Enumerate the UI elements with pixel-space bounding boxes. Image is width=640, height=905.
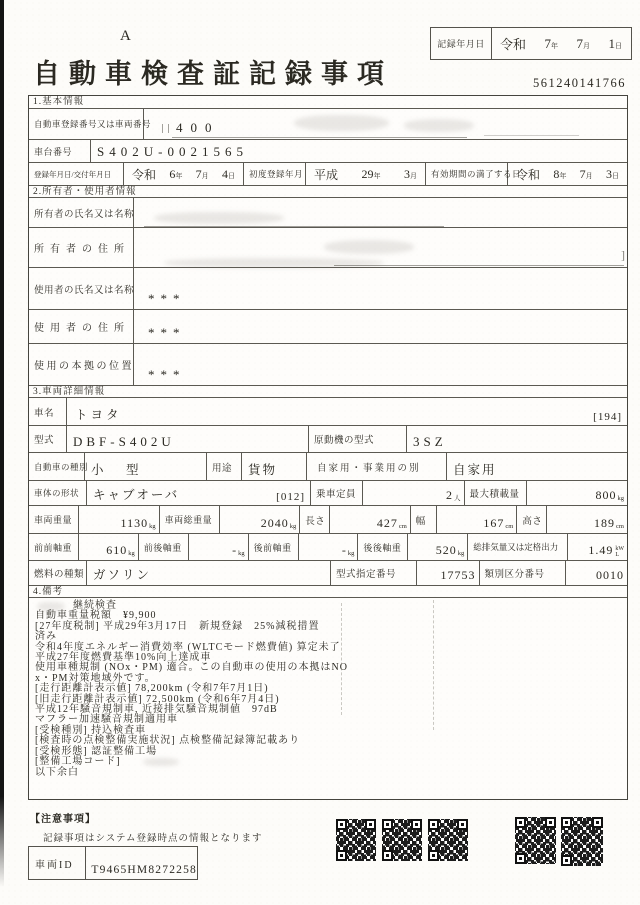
fuel-type-label: 燃料の種類 — [29, 561, 87, 585]
user-address-row — [29, 310, 627, 344]
notice-text: 記録事項はシステム登録時点の情報となります — [43, 834, 263, 844]
base-location-value: *** — [148, 367, 186, 382]
scan-artifact — [334, 265, 624, 266]
use-value: 貨物 — [242, 453, 307, 480]
fuel-row — [29, 561, 627, 586]
chassis-number-label: 車台番号 — [29, 140, 91, 162]
first-registration-value: 平成 29年 3月 — [306, 163, 426, 185]
user-address-value: *** — [148, 325, 186, 340]
record-date-value — [492, 28, 631, 59]
gross-weight-value: 2040 kg — [220, 506, 301, 533]
type-certification-label: 型式指定番号 — [331, 561, 417, 585]
car-name-row — [29, 398, 627, 426]
registration-number-label: 自動車登録番号又は車両番号 — [29, 109, 144, 139]
registration-number-value: 400 — [176, 120, 220, 135]
max-load-label: 最大積載量 — [465, 481, 527, 505]
height-label: 高さ — [517, 506, 547, 533]
private-business-value: 自家用 — [453, 463, 497, 477]
registration-date-value: 令和 6年 7月 4日 — [124, 163, 244, 185]
private-business-label: 自家用・事業用の別 — [307, 453, 447, 480]
axle-rear-front-label: 後前軸重 — [249, 534, 299, 560]
user-name-value: *** — [148, 291, 186, 306]
chassis-number-value: S402U-0021565 — [97, 144, 248, 159]
scan-artifact — [433, 600, 434, 730]
expiry-date-value: 令和 8年 7月 3日 — [516, 166, 619, 182]
vehicle-weight-label: 車両重量 — [29, 506, 79, 533]
record-date-box — [430, 27, 632, 60]
remark-line: 自動車重量税額 ¥9,900 — [35, 610, 157, 622]
body-shape-row — [29, 481, 627, 506]
scan-edge-artifact — [0, 0, 4, 905]
axle-front-front-label: 前前軸重 — [29, 534, 79, 560]
remark-line: マフラー加速騒音規制適用車 — [35, 714, 178, 726]
expiry-era: 令和 — [516, 167, 541, 182]
displacement-label: 総排気量又は定格出力 — [468, 534, 568, 560]
qr-code — [426, 817, 470, 863]
class-code-value: 0010 — [596, 568, 624, 582]
remark-line: [整備工場コード] — [35, 757, 627, 767]
use-label: 用途 — [207, 453, 242, 480]
displacement-units: kW L — [615, 546, 624, 558]
car-name-code: [194] — [593, 411, 622, 423]
base-location-label: 使用の本拠の位置 — [29, 344, 134, 385]
scan-artifact — [172, 137, 467, 138]
remark-line: 済み — [35, 631, 57, 643]
scan-artifact — [162, 124, 163, 133]
width-value: 167 cm — [437, 506, 518, 533]
category-label: 自動車の種別 — [29, 453, 85, 480]
owner-name-label: 所有者の氏名又は名称 — [29, 198, 134, 227]
remark-line: [旧走行距離計表示値] 72,500km (令和6年7月4日) — [35, 693, 280, 705]
remark-line: 以下余白 — [35, 766, 79, 778]
user-address-label: 使用者の住所 — [29, 310, 134, 343]
main-table — [28, 95, 628, 800]
class-code-label: 類別区分番号 — [480, 561, 566, 585]
owner-address-label: 所有者の住所 — [29, 228, 134, 267]
remark-line: x・PM対策地域外です。 — [35, 672, 156, 684]
notice-heading: 【注意事項】 — [30, 814, 96, 825]
redaction-smudge — [37, 602, 65, 611]
scan-artifact — [144, 226, 444, 227]
record-date-label: 記録年月日 — [431, 28, 492, 59]
base-location-row — [29, 344, 627, 386]
qr-code — [380, 817, 424, 863]
record-date-month: 7 — [576, 35, 583, 51]
max-load-value: 800 kg — [595, 488, 624, 502]
scan-artifact — [341, 603, 342, 715]
vehicle-weight-value: 1130 kg — [79, 506, 160, 533]
remark-line: 平成12年騒音規制車, 近接排気騒音規制値 97dB — [35, 704, 278, 716]
gross-weight-label: 車両総重量 — [160, 506, 220, 533]
qr-code — [334, 817, 378, 863]
engine-model-value: 3SZ — [413, 434, 447, 449]
month-unit: 月 — [582, 41, 590, 50]
day-unit: 日 — [614, 41, 622, 50]
redaction-smudge — [154, 212, 284, 224]
remark-line: 令和4年度エネルギー消費効率 (WLTCモード燃費値) 算定未了 — [35, 641, 341, 653]
redaction-smudge — [294, 115, 389, 131]
redaction-smudge — [143, 758, 179, 766]
remark-line: [検査時の点検整備実施状況] 点検整備記録簿記載あり — [35, 735, 301, 747]
record-date-day: 1 — [608, 35, 615, 51]
capacity-label: 乗車定員 — [311, 481, 363, 505]
dates-row — [29, 163, 627, 186]
type-certification-value: 17753 — [417, 561, 480, 585]
person-unit: 人 — [454, 495, 461, 502]
qr-code — [559, 815, 605, 868]
scan-artifact — [484, 135, 579, 136]
body-shape-value: キャブオーバ — [93, 488, 180, 502]
axle-weight-row — [29, 534, 627, 561]
record-date-year: 7 — [544, 35, 551, 51]
car-name-value: トヨタ — [75, 408, 122, 422]
remark-line: [走行距離計表示値] 78,200km (令和7年7月1日) — [35, 683, 269, 695]
height-value: 189 cm — [594, 516, 624, 530]
length-value: 427 cm — [330, 506, 411, 533]
expiry-date-label: 有効期間の満了する日 — [426, 163, 508, 185]
redaction-smudge — [324, 240, 414, 254]
vehicle-id-label: 車両ID — [29, 847, 86, 879]
user-name-label: 使用者の氏名又は名称 — [29, 268, 134, 309]
axle-rear-rear-label: 後後軸重 — [358, 534, 408, 560]
length-label: 長さ — [300, 506, 330, 533]
remark-line: 継続検査 — [35, 601, 627, 611]
body-shape-label: 車体の形状 — [29, 481, 87, 505]
year-unit: 年 — [551, 41, 558, 50]
redaction-smudge — [164, 258, 384, 268]
record-date-era: 令和 — [500, 37, 527, 52]
section-remarks-heading: 4.備考 — [29, 586, 627, 598]
category-row — [29, 453, 627, 481]
vehicle-id-value: T9465HM8272258 — [91, 864, 197, 876]
axle-rear-front-value: - kg — [299, 534, 359, 560]
axle-front-rear-value: - kg — [189, 534, 249, 560]
remarks-body — [29, 598, 627, 788]
axle-front-front-value: 610 kg — [79, 534, 139, 560]
section-owner-heading: 2.所有者・使用者情報 — [29, 186, 627, 198]
width-label: 幅 — [411, 506, 437, 533]
axle-rear-rear-value: 520 kg — [408, 534, 468, 560]
displacement-value: 1.49 kW L — [588, 543, 624, 558]
axle-front-rear-label: 前後軸重 — [139, 534, 189, 560]
user-name-row — [29, 268, 627, 310]
remark-line: 平成27年度燃費基準10%向上達成車 — [35, 652, 212, 664]
first-reg-era: 平成 — [314, 167, 339, 182]
fuel-type-value: ガソリン — [87, 561, 331, 585]
registration-date-label: 登録年月日/交付年月日 — [29, 163, 124, 185]
section-basic-heading: 1.基本情報 — [29, 96, 627, 109]
remark-line: 使用車種規制 (NOx・PM) 適合。この自動車の使用の本拠はNO — [35, 662, 348, 674]
model-value: DBF-S402U — [67, 426, 309, 452]
chassis-number-row — [29, 140, 627, 163]
engine-model-label: 原動機の型式 — [309, 426, 407, 452]
remark-line: [受検形態] 認証整備工場 — [35, 745, 158, 757]
reg-date-era: 令和 — [132, 167, 157, 182]
page-title: 自動車検査証記録事項 — [33, 59, 393, 89]
corner-mark: A — [120, 28, 132, 44]
remark-line: [27年度税制] 平成29年3月17日 新規登録 25%減税措置 — [35, 620, 320, 632]
redaction-smudge — [404, 119, 474, 132]
section-vehicle-heading: 3.車両詳細情報 — [29, 386, 627, 398]
qr-code — [513, 815, 558, 866]
registration-number-row — [29, 109, 627, 140]
body-shape-code: [012] — [276, 491, 305, 503]
owner-name-row — [29, 198, 627, 228]
vehicle-id-box — [28, 846, 198, 880]
category-value: 小 型 — [85, 453, 207, 480]
remark-line: [受検種別] 持込検査車 — [35, 724, 147, 736]
weight-row — [29, 506, 627, 534]
document-number: 561240141766 — [533, 76, 626, 90]
scan-artifact — [168, 124, 169, 133]
model-row — [29, 426, 627, 453]
car-name-label: 車名 — [29, 398, 67, 425]
capacity-value: 2 人 — [363, 481, 465, 505]
scan-artifact: ] — [621, 248, 625, 262]
owner-address-row — [29, 228, 627, 268]
model-label: 型式 — [29, 426, 67, 452]
first-registration-label: 初度登録年月 — [244, 163, 306, 185]
